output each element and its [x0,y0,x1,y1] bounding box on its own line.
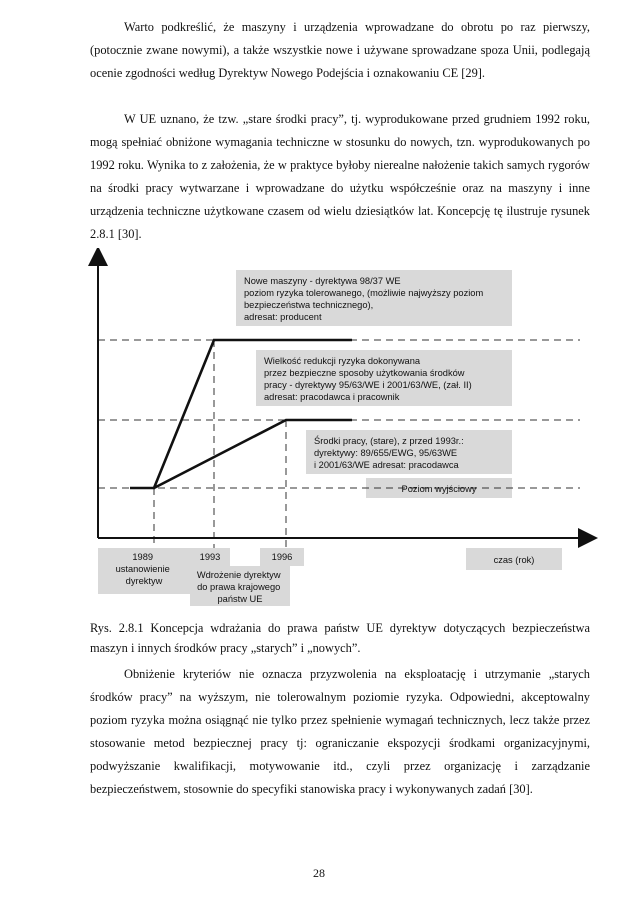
box-reduction-line-2: przez bezpieczne sposoby użytkowania środków [264,368,465,378]
box-impl-line-1: Wdrożenie dyrektyw [196,570,281,580]
box-1989-line-1: 1989 [132,552,154,562]
box-old-line-3: i 2001/63/WE adresat: pracodawca [314,460,459,470]
box-reduction-line-4: adresat: pracodawca i pracownik [264,392,400,402]
box-1989-line-2: ustanowienie [115,564,170,574]
year-1993-label: 1993 [199,552,221,562]
year-1996-label: 1996 [271,552,293,562]
figure-caption: Rys. 2.8.1 Koncepcja wdrażania do prawa państw UE dyrektyw dotyczących bezpieczeństwa maszyn i innych środków pracy „starych” i „nowych”. [90,621,590,655]
box-1989-line-3: dyrektyw [125,576,163,586]
box-reduction-line-1: Wielkość redukcji ryzyka dokonywana [264,356,421,366]
paragraph-1: Warto podkreślić, że maszyny i urządzenia wprowadzane do obrotu po raz pierwszy, (potocznie zwane nowymi), a także wszystkie nowe i używane sprowadzane spoza Unii, podlegają ocenie zgodności według Dyrektyw Nowego Podejścia i oznakowaniu CE [29]. [90,20,590,80]
box-new-line-3: bezpieczeństwa technicznego), [244,300,374,310]
box-new-line-4: adresat: producent [244,312,322,322]
box-reduction-line-3: pracy - dyrektywy 95/63/WE i 2001/63/WE, (zał. II) [264,380,472,390]
concept-figure [80,248,600,610]
box-impl-line-2: do prawa krajowego [197,582,281,592]
paragraph-2: W UE uznano, że tzw. „stare środki pracy”, tj. wyprodukowane przed grudniem 1992 roku, mogą spełniać obniżone wymagania techniczne w stosunku do nowych, tzn. wyprodukowanych po 1992 roku. Wynika to z założenia, że w praktyce byłoby nierealne nałożenie takich samych rygorów na środki pracy wytwarzane i wprowadzane do użytku współcześnie oraz na maszyny i inne urządzenia techniczne użytkowane czasem od wielu dziesiątków lat. Koncepcję tę ilustruje rysunek 2.8.1 [30]. [90,112,590,241]
box-old-line-2: dyrektywy: 89/655/EWG, 95/63WE [314,448,458,458]
start-level-label: Poziom wyjściowy [401,484,477,494]
box-impl-line-3: państw UE [217,594,263,604]
time-axis-label: czas (rok) [493,555,535,565]
page-number: 28 [313,866,325,880]
box-old-line-1: Środki pracy, (stare), z przed 1993r.: [314,436,464,446]
paragraph-3: Obniżenie kryteriów nie oznacza przyzwolenia na eksploatację i utrzymanie „starych środków pracy” na wyższym, nie tolerowalnym poziomie ryzyka. Odpowiedni, akceptowalny poziom ryzyka można osiągnąć nie tylko przez spełnienie wymagań technicznych, lecz także przez stosowanie metod bezpiecznej pracy tj: ograniczanie ekspozycji środkami organizacyjnymi, podwyższanie kwalifikacji, motywowanie itd., czyli przez organizację i zarządzanie bezpieczeństwem, stosownie do specyfiki stanowiska pracy i wykonywanych zadań [30]. [90,667,590,796]
box-new-line-1: Nowe maszyny - dyrektywa 98/37 WE [244,276,401,286]
box-new-line-2: poziom ryzyka tolerowanego, (możliwie najwyższy poziom [244,288,484,298]
box-old-text [314,435,466,470]
